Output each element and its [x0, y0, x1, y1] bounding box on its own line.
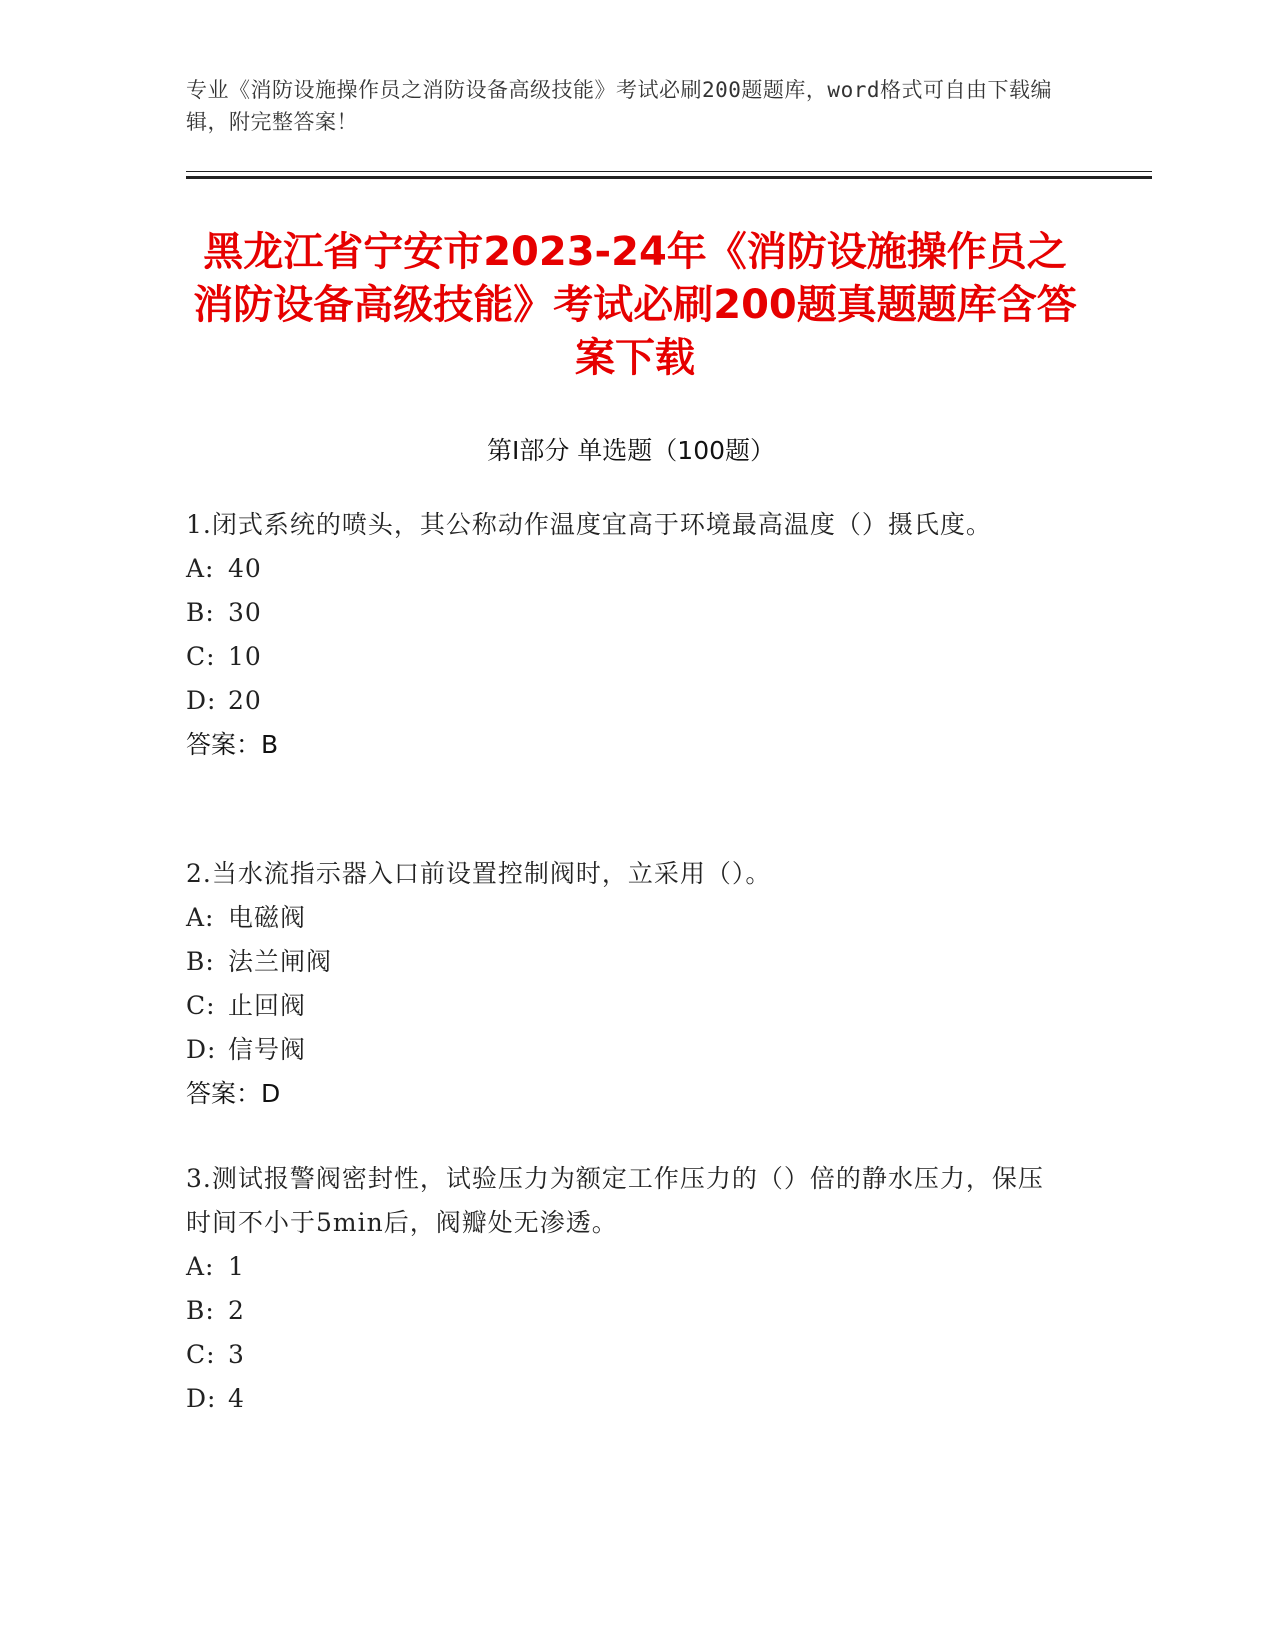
- option-b: [186, 1289, 1066, 1333]
- option-value: 信号阀: [228, 1035, 307, 1064]
- option-b: [186, 591, 1066, 635]
- header-divider-thin: [186, 171, 1152, 172]
- option-key: A:: [186, 903, 215, 932]
- question-block-2: [186, 852, 1066, 1116]
- header-note: 专业《消防设施操作员之消防设备高级技能》考试必刷200题题库，word格式可自由下载编辑，附完整答案！: [186, 78, 1052, 134]
- option-key: A:: [186, 554, 215, 583]
- header-divider-thick: [186, 176, 1152, 179]
- option-c: [186, 1333, 1066, 1377]
- option-key: D:: [186, 1384, 217, 1413]
- option-value: 30: [228, 598, 262, 627]
- option-d: [186, 1028, 1066, 1072]
- option-value: 电磁阀: [228, 903, 307, 932]
- option-key: B:: [186, 947, 215, 976]
- option-c: [186, 635, 1066, 679]
- option-value: 10: [228, 642, 262, 671]
- option-d: [186, 679, 1066, 723]
- answer-line: 答案：B: [186, 730, 279, 759]
- option-value: 1: [228, 1252, 245, 1281]
- option-key: B:: [186, 1296, 215, 1325]
- option-value: 40: [228, 554, 262, 583]
- option-key: C:: [186, 1340, 216, 1369]
- option-c: [186, 984, 1066, 1028]
- document-title: 黑龙江省宁安市2023-24年《消防设施操作员之消防设备高级技能》考试必刷200题真题题库含答案下载: [193, 229, 1077, 381]
- option-b: [186, 940, 1066, 984]
- option-value: 20: [228, 686, 262, 715]
- question-text: 2.当水流指示器入口前设置控制阀时，立采用（）。: [186, 859, 772, 888]
- option-value: 4: [228, 1384, 245, 1413]
- option-value: 3: [228, 1340, 245, 1369]
- option-key: B:: [186, 598, 215, 627]
- option-key: C:: [186, 642, 216, 671]
- section-heading: 第I部分 单选题（100题）: [486, 436, 776, 465]
- answer-line: 答案：D: [186, 1079, 281, 1108]
- option-key: D:: [186, 686, 217, 715]
- option-a: [186, 547, 1066, 591]
- option-value: 2: [228, 1296, 245, 1325]
- option-a: [186, 1245, 1066, 1289]
- option-key: C:: [186, 991, 216, 1020]
- question-text: 1.闭式系统的喷头，其公称动作温度宜高于环境最高温度（）摄氏度。: [186, 510, 992, 539]
- question-block-1: [186, 503, 1066, 767]
- option-key: A:: [186, 1252, 215, 1281]
- question-block-3: [186, 1157, 1066, 1421]
- option-value: 止回阀: [228, 991, 307, 1020]
- option-a: [186, 896, 1066, 940]
- option-key: D:: [186, 1035, 217, 1064]
- option-d: [186, 1377, 1066, 1421]
- question-text: 3.测试报警阀密封性，试验压力为额定工作压力的（）倍的静水压力，保压时间不小于5min后，阀瓣处无渗透。: [186, 1164, 1044, 1237]
- option-value: 法兰闸阀: [228, 947, 333, 976]
